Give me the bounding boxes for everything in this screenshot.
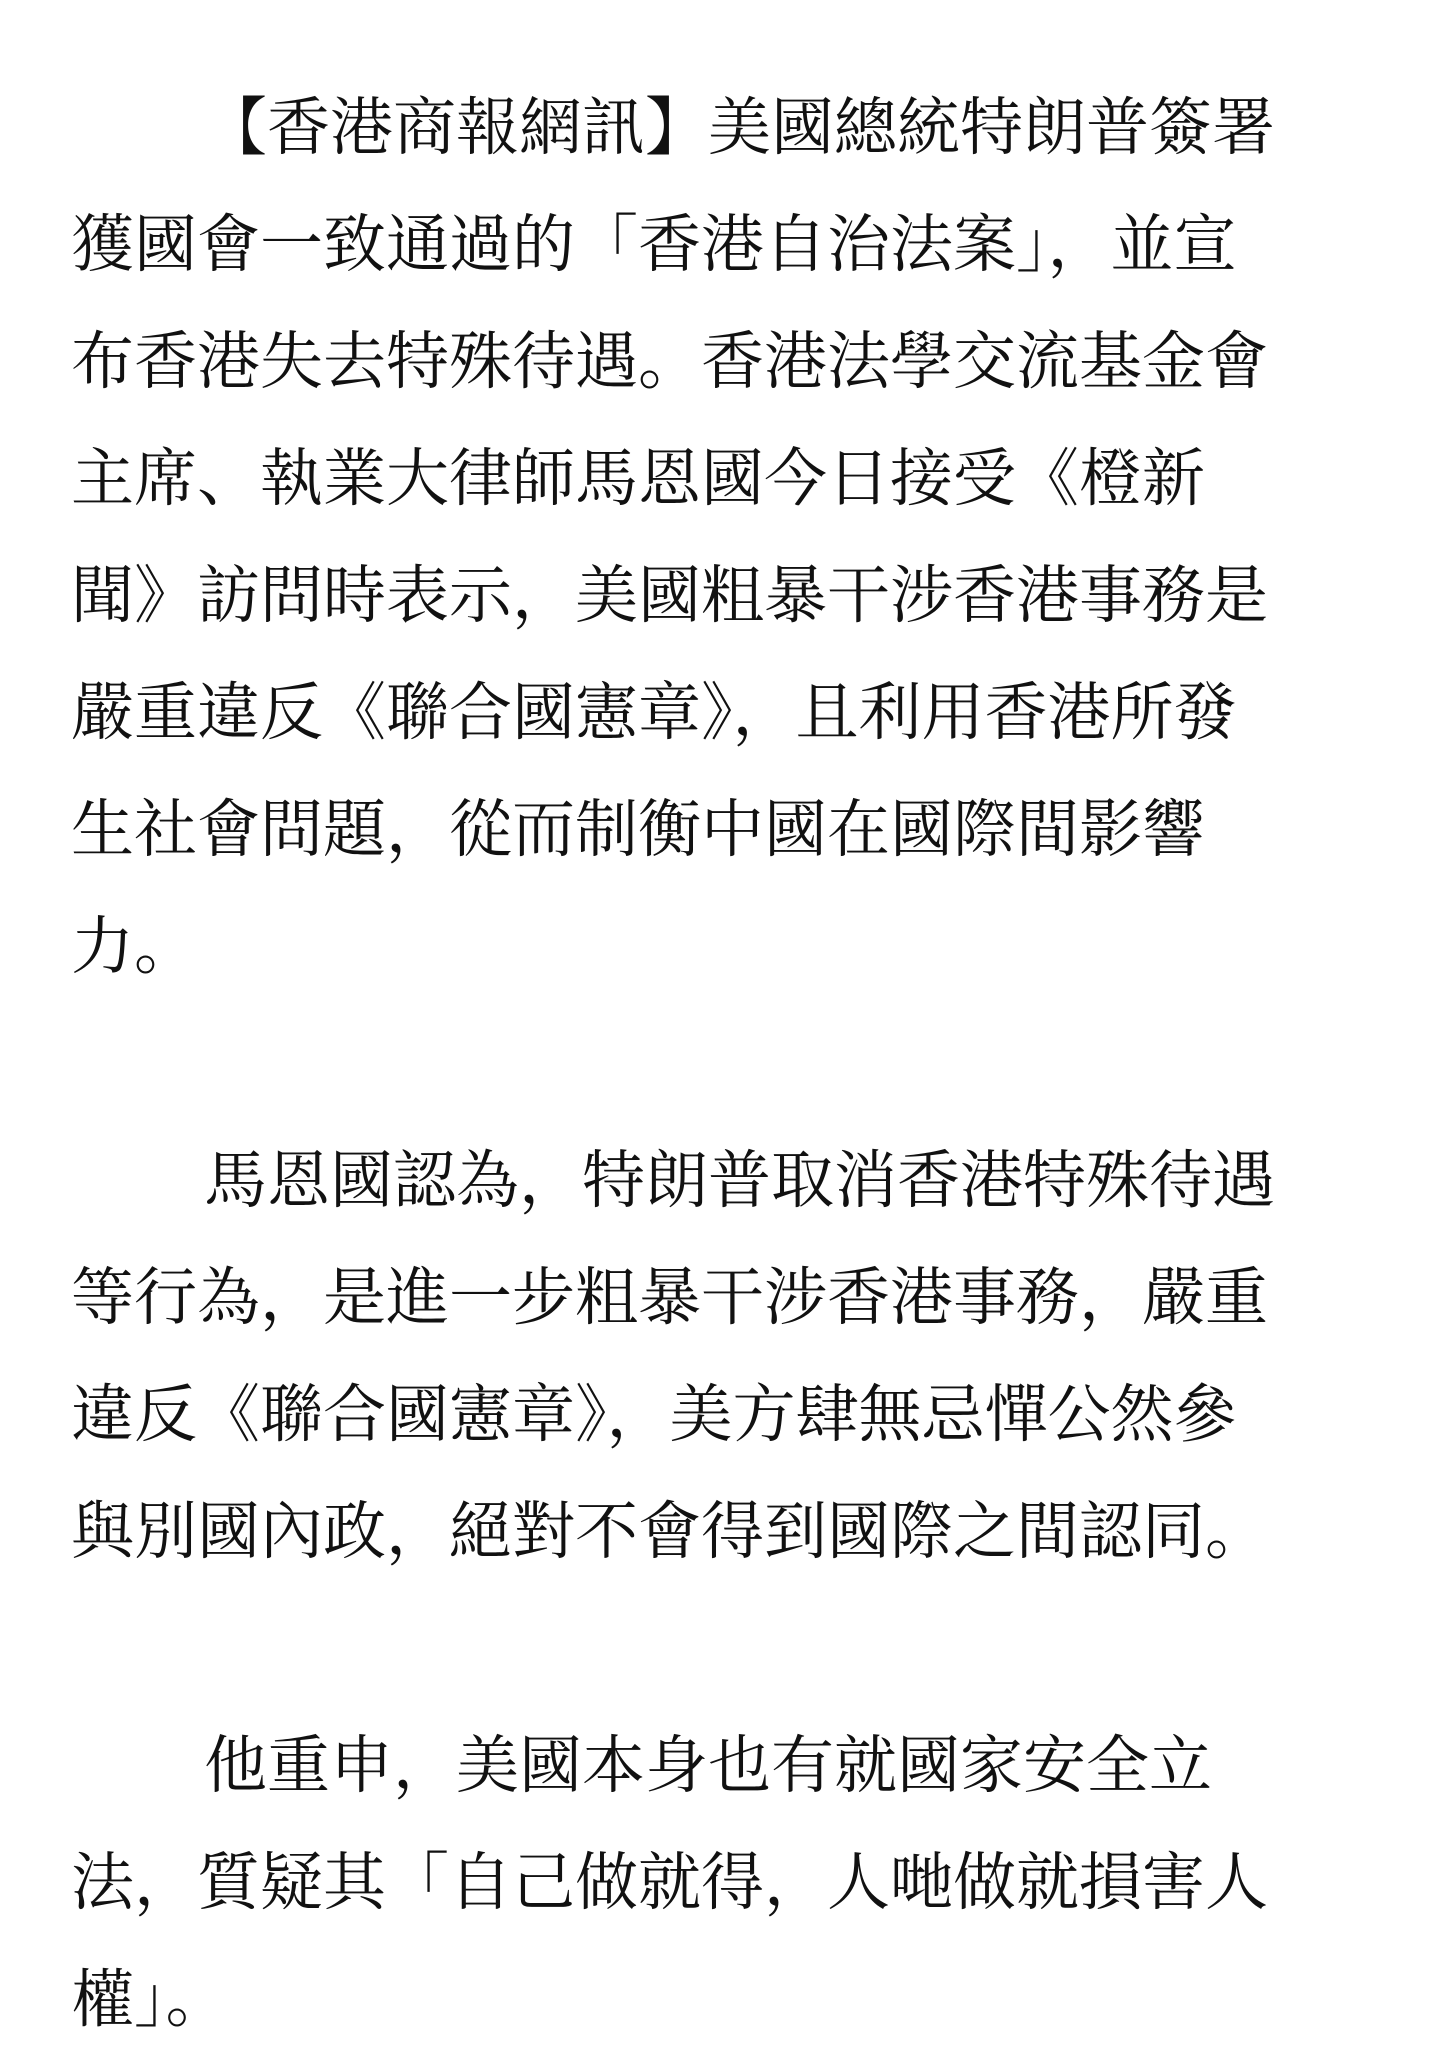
text-line: 等行為，是進一步粗暴干涉香港事務，嚴重 (71, 1261, 1268, 1334)
text-line: 嚴重違反《聯合國憲章》，且利用香港所發 (71, 676, 1237, 749)
paragraph-3 (71, 1707, 1371, 2058)
text-line: 聞》訪問時表示，美國粗暴干涉香港事務是 (71, 559, 1268, 632)
text-line: 權」。 (71, 1963, 229, 2036)
text-line: 【香港商報網訊】美國總統特朗普簽署 (204, 91, 1275, 164)
paragraph-2 (71, 1122, 1371, 1590)
text-line: 他重申，美國本身也有就國家安全立 (204, 1729, 1212, 1802)
text-line: 違反《聯合國憲章》，美方肆無忌憚公然參 (71, 1378, 1237, 1451)
text-line: 主席、執業大律師馬恩國今日接受《橙新 (71, 442, 1205, 515)
text-line: 與別國內政，絕對不會得到國際之間認同。 (71, 1495, 1268, 1568)
article-body (71, 69, 1371, 2058)
text-line: 馬恩國認為，特朗普取消香港特殊待遇 (204, 1144, 1275, 1217)
text-line: 生社會問題，從而制衡中國在國際間影響 (71, 793, 1205, 866)
text-line: 法，質疑其「自己做就得，人哋做就損害人 (71, 1846, 1268, 1919)
paragraph-1 (71, 69, 1371, 1005)
text-line: 力。 (71, 910, 197, 983)
text-line: 布香港失去特殊待遇。香港法學交流基金會 (71, 325, 1268, 398)
text-line: 獲國會一致通過的「香港自治法案」，並宣 (71, 208, 1237, 281)
